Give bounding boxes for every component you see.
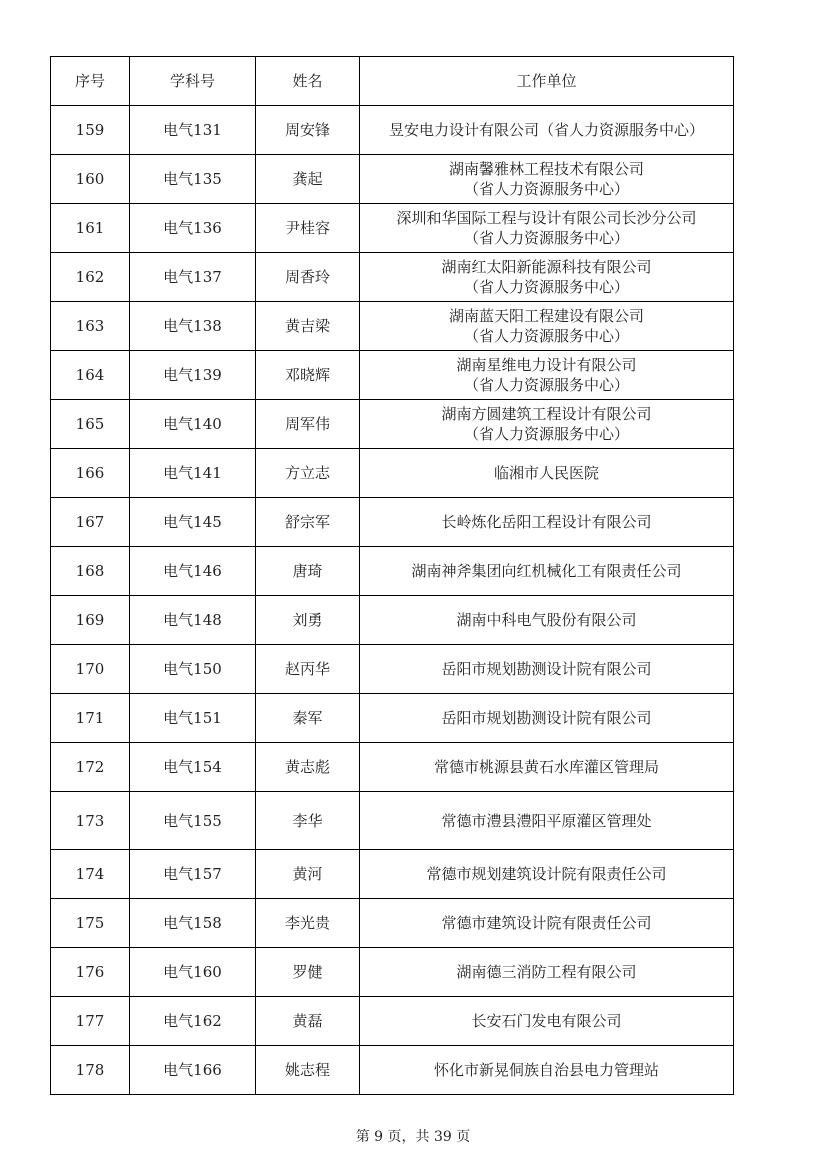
cell-subject-no: 电气157 [130, 850, 256, 899]
table-row [51, 155, 734, 204]
cell-subject-no: 电气150 [130, 645, 256, 694]
cell-work-unit [360, 351, 734, 400]
work-unit-line: 岳阳市规划勘测设计院有限公司 [441, 709, 652, 727]
cell-subject-no: 电气140 [130, 400, 256, 449]
roster-table [50, 56, 734, 1095]
cell-subject-no: 电气166 [130, 1046, 256, 1095]
header-subject-no: 学科号 [130, 57, 256, 106]
table-row [51, 792, 734, 850]
work-unit-line: 湖南馨雅林工程技术有限公司 [448, 160, 644, 178]
table-row [51, 596, 734, 645]
table-row [51, 694, 734, 743]
cell-work-unit [360, 204, 734, 253]
work-unit-line: 深圳和华国际工程与设计有限公司长沙分公司 [396, 209, 697, 227]
work-unit-line: 湖南中科电气股份有限公司 [456, 611, 637, 629]
table-body [51, 106, 734, 1095]
cell-subject-no: 电气145 [130, 498, 256, 547]
cell-index: 176 [51, 948, 130, 997]
cell-subject-no: 电气162 [130, 997, 256, 1046]
work-unit-line: 湖南红太阳新能源科技有限公司 [441, 258, 652, 276]
cell-name: 黄磊 [256, 997, 360, 1046]
table-row [51, 449, 734, 498]
cell-work-unit [360, 302, 734, 351]
cell-work-unit [360, 106, 734, 155]
cell-index: 177 [51, 997, 130, 1046]
work-unit-line: （省人力资源服务中心） [463, 376, 629, 394]
cell-name: 李光贵 [256, 899, 360, 948]
table-row [51, 899, 734, 948]
work-unit-line: 临湘市人民医院 [493, 464, 599, 482]
work-unit-line: 怀化市新晃侗族自治县电力管理站 [433, 1061, 659, 1079]
cell-subject-no: 电气158 [130, 899, 256, 948]
table-row [51, 204, 734, 253]
cell-name: 黄志彪 [256, 743, 360, 792]
cell-index: 168 [51, 547, 130, 596]
cell-subject-no: 电气154 [130, 743, 256, 792]
cell-name: 周香玲 [256, 253, 360, 302]
table-row [51, 743, 734, 792]
cell-work-unit [360, 792, 734, 850]
cell-index: 163 [51, 302, 130, 351]
cell-subject-no: 电气160 [130, 948, 256, 997]
cell-work-unit [360, 498, 734, 547]
cell-subject-no: 电气131 [130, 106, 256, 155]
table-row [51, 106, 734, 155]
cell-name: 周军伟 [256, 400, 360, 449]
table-row [51, 498, 734, 547]
cell-name: 黄河 [256, 850, 360, 899]
cell-work-unit [360, 997, 734, 1046]
work-unit-line: 常德市建筑设计院有限责任公司 [441, 914, 652, 932]
work-unit-line: 湖南蓝天阳工程建设有限公司 [448, 307, 644, 325]
work-unit-line: 昱安电力设计有限公司（省人力资源服务中心） [388, 121, 704, 139]
work-unit-line: 湖南神斧集团向红机械化工有限责任公司 [411, 562, 682, 580]
cell-subject-no: 电气141 [130, 449, 256, 498]
cell-index: 167 [51, 498, 130, 547]
cell-name: 龚起 [256, 155, 360, 204]
cell-work-unit [360, 400, 734, 449]
work-unit-line: 岳阳市规划勘测设计院有限公司 [441, 660, 652, 678]
cell-index: 171 [51, 694, 130, 743]
cell-index: 159 [51, 106, 130, 155]
work-unit-line: 湖南星维电力设计有限公司 [456, 356, 637, 374]
cell-work-unit [360, 449, 734, 498]
cell-index: 161 [51, 204, 130, 253]
header-work-unit: 工作单位 [360, 57, 734, 106]
work-unit-line: （省人力资源服务中心） [463, 180, 629, 198]
work-unit-line: （省人力资源服务中心） [463, 425, 629, 443]
cell-subject-no: 电气137 [130, 253, 256, 302]
cell-subject-no: 电气138 [130, 302, 256, 351]
cell-subject-no: 电气146 [130, 547, 256, 596]
cell-name: 方立志 [256, 449, 360, 498]
work-unit-line: 常德市桃源县黄石水库灌区管理局 [433, 758, 659, 776]
page-footer: 第 9 页，共 39 页 [355, 1129, 471, 1145]
table-row [51, 547, 734, 596]
cell-name: 周安锋 [256, 106, 360, 155]
work-unit-line: 湖南德三消防工程有限公司 [456, 963, 637, 981]
table-row [51, 997, 734, 1046]
work-unit-line: （省人力资源服务中心） [463, 229, 629, 247]
table-row [51, 253, 734, 302]
cell-index: 164 [51, 351, 130, 400]
cell-index: 178 [51, 1046, 130, 1095]
cell-name: 罗健 [256, 948, 360, 997]
table-row [51, 850, 734, 899]
header-name: 姓名 [256, 57, 360, 106]
cell-name: 姚志程 [256, 1046, 360, 1095]
cell-subject-no: 电气139 [130, 351, 256, 400]
cell-work-unit [360, 645, 734, 694]
cell-work-unit [360, 743, 734, 792]
cell-subject-no: 电气155 [130, 792, 256, 850]
cell-name: 黄吉梁 [256, 302, 360, 351]
work-unit-line: （省人力资源服务中心） [463, 278, 629, 296]
cell-work-unit [360, 155, 734, 204]
work-unit-line: 长安石门发电有限公司 [471, 1012, 622, 1030]
cell-subject-no: 电气148 [130, 596, 256, 645]
cell-subject-no: 电气135 [130, 155, 256, 204]
work-unit-line: 常德市澧县澧阳平原灌区管理处 [441, 811, 652, 830]
cell-work-unit [360, 694, 734, 743]
cell-index: 160 [51, 155, 130, 204]
cell-subject-no: 电气151 [130, 694, 256, 743]
cell-index: 175 [51, 899, 130, 948]
cell-work-unit [360, 948, 734, 997]
cell-index: 162 [51, 253, 130, 302]
work-unit-line: 常德市规划建筑设计院有限责任公司 [426, 865, 667, 883]
cell-name: 唐琦 [256, 547, 360, 596]
cell-index: 174 [51, 850, 130, 899]
cell-index: 172 [51, 743, 130, 792]
table-row [51, 948, 734, 997]
cell-name: 刘勇 [256, 596, 360, 645]
table-row [51, 302, 734, 351]
cell-name: 邓晓辉 [256, 351, 360, 400]
table-header-row [51, 57, 734, 106]
work-unit-line: （省人力资源服务中心） [463, 327, 629, 345]
cell-work-unit [360, 1046, 734, 1095]
table-row [51, 400, 734, 449]
cell-index: 166 [51, 449, 130, 498]
cell-index: 173 [51, 792, 130, 850]
work-unit-line: 湖南方圆建筑工程设计有限公司 [441, 405, 652, 423]
table-row [51, 645, 734, 694]
cell-name: 尹桂容 [256, 204, 360, 253]
cell-index: 169 [51, 596, 130, 645]
cell-work-unit [360, 596, 734, 645]
cell-name: 李华 [256, 792, 360, 850]
cell-name: 秦军 [256, 694, 360, 743]
cell-name: 赵丙华 [256, 645, 360, 694]
header-index: 序号 [51, 57, 130, 106]
cell-name: 舒宗军 [256, 498, 360, 547]
cell-subject-no: 电气136 [130, 204, 256, 253]
table-row [51, 1046, 734, 1095]
table-row [51, 351, 734, 400]
cell-work-unit [360, 899, 734, 948]
cell-work-unit [360, 850, 734, 899]
cell-index: 170 [51, 645, 130, 694]
cell-work-unit [360, 253, 734, 302]
cell-work-unit [360, 547, 734, 596]
cell-index: 165 [51, 400, 130, 449]
work-unit-line: 长岭炼化岳阳工程设计有限公司 [441, 513, 652, 531]
